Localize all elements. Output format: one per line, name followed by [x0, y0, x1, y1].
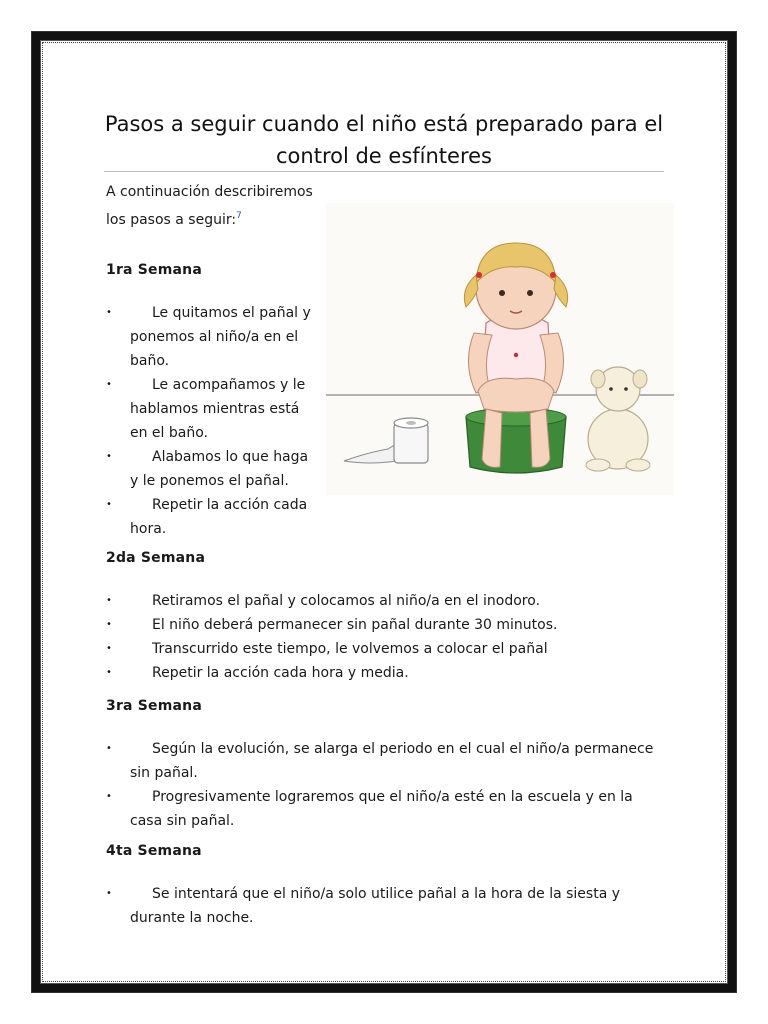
bullet-icon: •	[106, 643, 112, 654]
heading-week-2: 2da Semana	[106, 550, 206, 566]
child-on-potty-illustration	[326, 203, 674, 495]
page-title: Pasos a seguir cuando el niño está preparado para el control de esfínteres	[104, 112, 664, 168]
bullet-icon: •	[106, 888, 112, 899]
list-week-4	[106, 882, 666, 930]
footnote-ref[interactable]: 7	[236, 210, 242, 221]
list-item: • Progresivamente lograremos que el niño/a esté en la escuela y en la casa sin pañal.	[106, 785, 666, 833]
bullet-icon: •	[106, 499, 112, 510]
list-week-3	[106, 737, 666, 833]
list-item: • Le quitamos el pañal y ponemos al niño/a en el baño.	[106, 301, 316, 373]
heading-week-3: 3ra Semana	[106, 698, 202, 714]
list-item: • Transcurrido este tiempo, le volvemos a colocar el pañal	[106, 637, 666, 661]
list-item: • Se intentará que el niño/a solo utilice pañal a la hora de la siesta y durante la noche.	[106, 882, 666, 930]
toilet-paper-icon	[344, 418, 428, 463]
intro-text: A continuación describiremos los pasos a seguir:	[106, 184, 313, 228]
intro-paragraph	[106, 181, 326, 232]
bullet-icon: •	[106, 595, 112, 606]
list-item: • Según la evolución, se alarga el periodo en el cual el niño/a permanece sin pañal.	[106, 737, 666, 785]
title-rule	[104, 171, 664, 172]
bullet-icon: •	[106, 743, 112, 754]
list-item: • Alabamos lo que haga y le ponemos el pañal.	[106, 445, 316, 493]
bullet-icon: •	[106, 791, 112, 802]
list-item: • Repetir la acción cada hora y media.	[106, 661, 666, 685]
list-item: • El niño deberá permanecer sin pañal durante 30 minutos.	[106, 613, 666, 637]
bullet-icon: •	[106, 379, 112, 390]
heading-week-1: 1ra Semana	[106, 262, 202, 278]
list-item: • Le acompañamos y le hablamos mientras está en el baño.	[106, 373, 316, 445]
list-item: • Repetir la acción cada hora.	[106, 493, 316, 541]
bullet-icon: •	[106, 451, 112, 462]
list-week-1	[106, 301, 316, 541]
bullet-icon: •	[106, 307, 112, 318]
heading-week-4: 4ta Semana	[106, 843, 202, 859]
potty-icon	[466, 408, 566, 473]
bullet-icon: •	[106, 619, 112, 630]
list-week-2	[106, 589, 666, 685]
bullet-icon: •	[106, 667, 112, 678]
list-item: • Retiramos el pañal y colocamos al niño/a en el inodoro.	[106, 589, 666, 613]
teddy-bear-icon	[586, 367, 650, 471]
